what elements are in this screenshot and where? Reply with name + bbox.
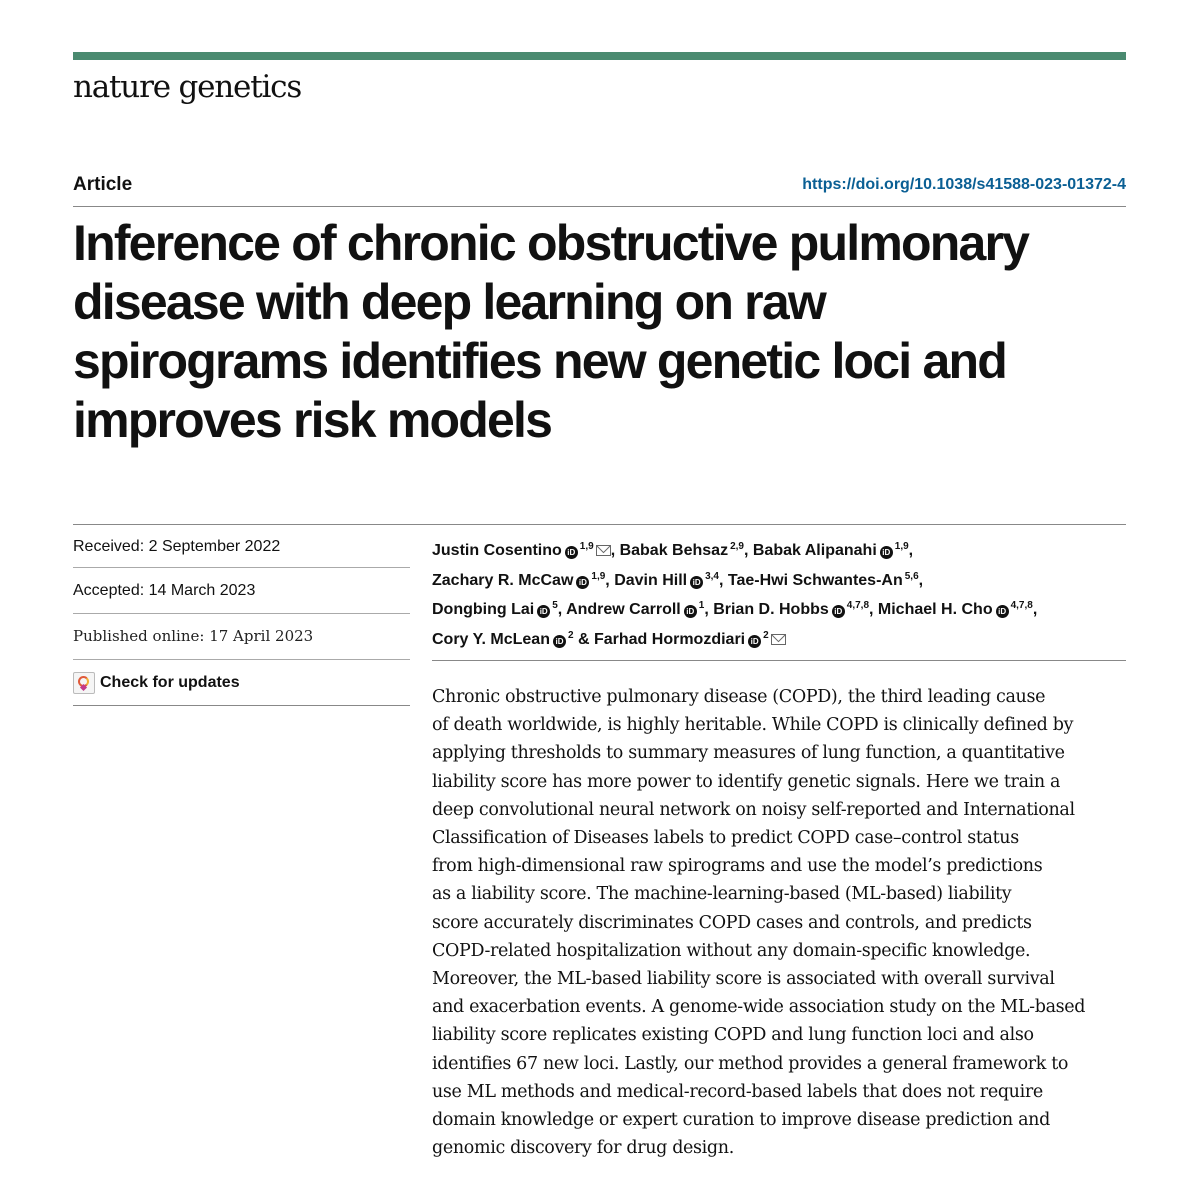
abstract-line: score accurately discriminates COPD cases and controls, and predicts — [432, 912, 1032, 933]
published-date: Published online: 17 April 2023 — [73, 614, 410, 660]
divider-top — [73, 206, 1126, 207]
abstract-line: Moreover, the ML-based liability score is associated with overall survival — [432, 969, 1055, 990]
journal-name[interactable]: nature genetics — [73, 69, 302, 105]
orcid-icon[interactable]: iD — [576, 576, 589, 589]
abstract-line: liability score replicates existing COPD and lung function loci and also — [432, 1025, 1034, 1046]
author-separator: , — [918, 571, 924, 589]
affiliation-superscript: 2 — [763, 629, 769, 641]
affiliation-superscript: 5,6 — [904, 570, 919, 582]
author-item — [713, 601, 878, 618]
author-name[interactable]: Davin Hill — [614, 571, 688, 589]
abstract-line: of death worldwide, is highly heritable. While COPD is clinically defined by — [432, 715, 1074, 736]
author-item — [614, 572, 728, 589]
author-separator: , — [605, 571, 615, 589]
author-separator: , — [869, 601, 878, 618]
abstract-line: liability score has more power to identify genetic signals. Here we train a — [432, 771, 1061, 792]
author-item — [432, 542, 620, 559]
title-line: improves risk models — [73, 392, 552, 448]
author-item — [878, 601, 1037, 618]
author-separator: , — [610, 542, 620, 559]
affiliation-superscript: 2 — [567, 629, 574, 641]
author-name[interactable]: Farhad Hormozdiari — [593, 630, 746, 648]
abstract-line: from high-dimensional raw spirograms and use the model’s predictions — [432, 856, 1043, 877]
author-separator: , — [1032, 601, 1038, 618]
author-name[interactable]: Cory Y. McLean — [432, 630, 550, 648]
author-name[interactable]: Zachary R. McCaw — [432, 571, 574, 589]
abstract-line: genomic discovery for drug design. — [432, 1138, 734, 1159]
author-item — [753, 542, 913, 559]
author-name[interactable]: Michael H. Cho — [877, 601, 993, 618]
check-for-updates-label: Check for updates — [100, 674, 240, 691]
author-name[interactable]: Tae-Hwi Schwantes-An — [727, 571, 903, 589]
abstract-line: COPD-related hospitalization without any domain-specific knowledge. — [432, 940, 1031, 961]
author-item — [728, 572, 923, 589]
abstract-line: Classification of Diseases labels to predict COPD case–control status — [432, 828, 1019, 849]
author-name[interactable]: Brian D. Hobbs — [713, 601, 829, 618]
abstract-line: applying thresholds to summary measures of lung function, a quantitative — [432, 743, 1065, 764]
author-item — [620, 542, 753, 559]
mail-icon[interactable] — [771, 634, 786, 645]
journal-accent-bar — [73, 52, 1126, 60]
orcid-icon[interactable]: iD — [690, 576, 703, 589]
abstract-line: domain knowledge or expert curation to improve disease prediction and — [432, 1110, 1050, 1131]
author-item — [594, 631, 786, 648]
affiliation-superscript: 4,7,8 — [1010, 600, 1033, 611]
check-for-updates-icon — [73, 672, 95, 694]
affiliation-superscript: 4,7,8 — [846, 600, 870, 611]
article-title — [73, 214, 1126, 450]
author-item — [432, 601, 566, 618]
orcid-icon[interactable]: iD — [553, 635, 566, 648]
author-separator: , — [719, 571, 728, 589]
title-line: Inference of chronic obstructive pulmonary — [73, 215, 1029, 271]
affiliation-superscript: 1,9 — [591, 570, 606, 582]
author-name[interactable]: Babak Behsaz — [619, 542, 729, 559]
abstract-line: use ML methods and medical-record-based labels that does not require — [432, 1081, 1043, 1102]
author-name[interactable]: Andrew Carroll — [566, 601, 681, 618]
affiliation-superscript: 1,9 — [579, 541, 594, 552]
affiliation-superscript: 1 — [698, 600, 705, 611]
accepted-date: Accepted: 14 March 2023 — [73, 568, 410, 614]
author-name[interactable]: Justin Cosentino — [432, 542, 562, 559]
abstract — [432, 683, 1132, 1162]
doi-link[interactable]: https://doi.org/10.1038/s41588-023-01372-4 — [802, 176, 1126, 193]
affiliation-superscript: 5 — [552, 600, 558, 611]
orcid-icon[interactable]: iD — [684, 605, 697, 618]
author-separator: , — [743, 542, 753, 559]
author-separator: , — [557, 601, 567, 618]
received-date: Received: 2 September 2022 — [73, 525, 410, 568]
title-line: disease with deep learning on raw — [73, 274, 825, 330]
affiliation-superscript: 1,9 — [894, 541, 909, 552]
orcid-icon[interactable]: iD — [565, 546, 578, 559]
author-item — [432, 572, 614, 589]
author-item — [432, 631, 594, 648]
article-dates — [73, 525, 410, 706]
abstract-line: as a liability score. The machine-learning-based (ML-based) liability — [432, 884, 1012, 905]
orcid-icon[interactable]: iD — [832, 605, 845, 618]
orcid-icon[interactable]: iD — [996, 605, 1009, 618]
mail-icon[interactable] — [596, 545, 611, 556]
affiliation-superscript: 3,4 — [705, 570, 719, 582]
orcid-icon[interactable]: iD — [537, 605, 550, 618]
abstract-line: Chronic obstructive pulmonary disease (COPD), the third leading cause — [432, 687, 1046, 707]
title-line: spirograms identifies new genetic loci and — [73, 333, 1006, 389]
orcid-icon[interactable]: iD — [880, 546, 893, 559]
orcid-icon[interactable]: iD — [748, 635, 761, 648]
abstract-line: and exacerbation events. A genome-wide association study on the ML-based — [432, 997, 1086, 1018]
abstract-line: identifies 67 new loci. Lastly, our method provides a general framework to — [432, 1053, 1069, 1074]
author-separator: , — [704, 601, 714, 618]
author-separator: , — [908, 542, 914, 559]
abstract-line: deep convolutional neural network on noisy self-reported and International — [432, 799, 1075, 820]
divider-abstract — [432, 660, 1126, 661]
author-name[interactable]: Dongbing Lai — [432, 601, 535, 618]
author-separator: & — [573, 630, 594, 648]
check-for-updates-button[interactable] — [73, 660, 410, 706]
author-item — [566, 601, 713, 618]
author-list — [432, 534, 1132, 652]
affiliation-superscript: 2,9 — [730, 541, 744, 552]
author-name[interactable]: Babak Alipanahi — [752, 542, 877, 559]
article-type: Article — [73, 174, 133, 195]
